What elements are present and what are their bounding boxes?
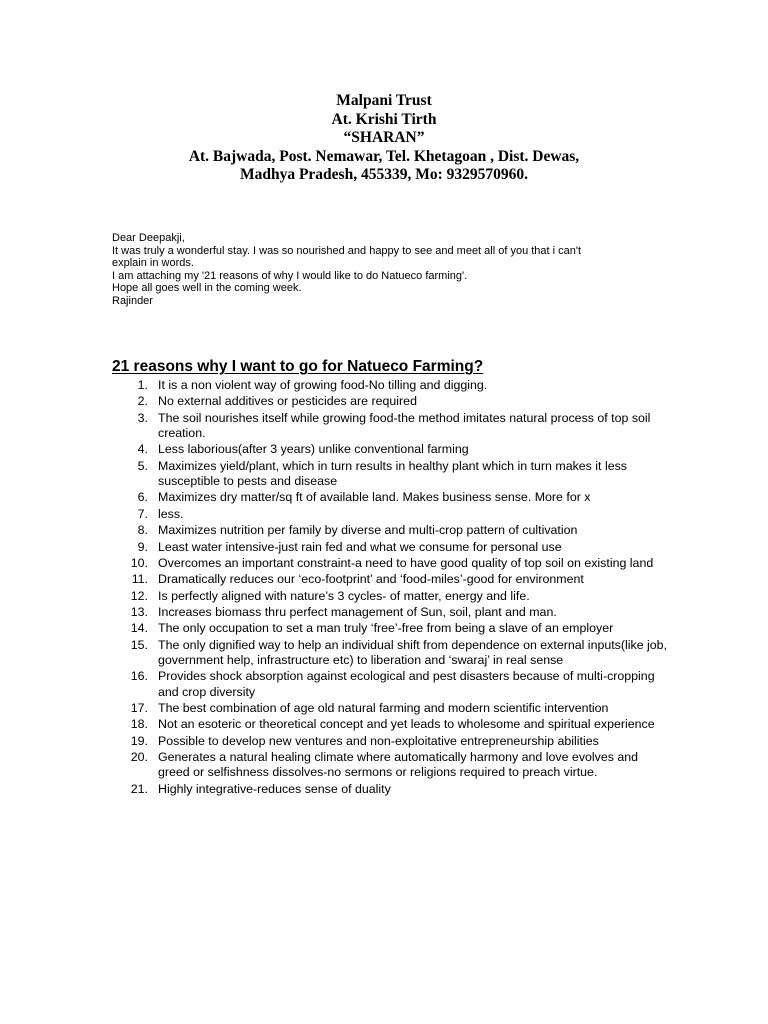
list-item-number: 19.	[130, 733, 148, 748]
list-item-text: Overcomes an important constraint-a need to have good quality of top soil on existing land	[158, 555, 654, 570]
list-item	[112, 669, 672, 699]
list-item-number: 3.	[137, 410, 148, 425]
list-item-text: No external additives or pesticides are required	[158, 394, 417, 409]
salutation: Dear Deepakji,	[112, 232, 185, 244]
list-item	[112, 507, 672, 522]
list-item-number: 4.	[137, 442, 148, 457]
list-item-number: 5.	[137, 458, 148, 473]
list-item-number: 20.	[130, 750, 148, 765]
list-item-number: 1.	[137, 378, 148, 392]
list-item-text: Maximizes yield/plant, which in turn results in healthy plant which in turn makes it less susceptible to pests and disease	[158, 458, 627, 488]
list-item-text: Possible to develop new ventures and non-exploitative entrepreneurship abilities	[158, 733, 599, 748]
list-item-number: 16.	[130, 669, 148, 684]
list-item	[112, 589, 672, 604]
list-item-text: Dramatically reduces our ‘eco-footprint’ and ‘food-miles’-good for environment	[158, 572, 584, 587]
list-item	[112, 782, 672, 797]
list-item-text: The soil nourishes itself while growing food-the method imitates natural process of top soil creation.	[158, 410, 651, 440]
list-item	[112, 701, 672, 716]
list-item-text: Less laborious(after 3 years) unlike conventional farming	[158, 442, 469, 457]
organization-name: Malpani Trust	[336, 92, 432, 109]
cover-note	[112, 232, 672, 308]
list-item-number: 12.	[130, 588, 148, 603]
list-item-text: Is perfectly aligned with nature’s 3 cycles- of matter, energy and life.	[158, 588, 530, 603]
list-item-number: 21.	[130, 781, 148, 796]
list-item-number: 15.	[130, 637, 148, 652]
list-item-number: 2.	[137, 394, 148, 409]
list-item	[112, 556, 672, 571]
center-name: “SHARAN”	[343, 129, 425, 147]
list-item	[112, 378, 672, 393]
letterhead	[0, 92, 768, 185]
list-item-text: Provides shock absorption against ecological and pest disasters because of multi-cropping and crop diversity	[158, 669, 655, 699]
list-item	[112, 572, 672, 587]
list-item	[112, 442, 672, 457]
list-item-text: The best combination of age old natural farming and modern scientific intervention	[158, 701, 609, 716]
list-item-text: Maximizes dry matter/sq ft of available land. Makes business sense. More for x	[158, 490, 591, 505]
list-item-number: 8.	[137, 523, 148, 538]
list-item	[112, 394, 672, 409]
list-item	[112, 717, 672, 732]
list-item-number: 18.	[130, 717, 148, 732]
list-item	[112, 411, 672, 441]
list-item-text: less.	[158, 506, 184, 521]
list-item	[112, 605, 672, 620]
list-item-number: 9.	[137, 539, 148, 554]
list-item	[112, 621, 672, 636]
note-line: I am attaching my '21 reasons of why I would like to do Natueco farming'.	[112, 269, 468, 282]
list-item	[112, 734, 672, 749]
section-heading: 21 reasons why I want to go for Natueco Farming?	[112, 358, 484, 375]
reasons-list	[112, 378, 672, 798]
list-item	[112, 638, 672, 668]
list-item-number: 17.	[130, 701, 148, 716]
location-name: At. Krishi Tirth	[331, 110, 437, 128]
address-contact-line: Madhya Pradesh, 455339, Mo: 9329570960.	[239, 166, 529, 184]
note-line: explain in words.	[112, 257, 194, 270]
list-item-text: It is a non violent way of growing food-No tilling and digging.	[158, 378, 488, 392]
list-item	[112, 459, 672, 489]
list-item-number: 6.	[137, 490, 148, 505]
list-item-text: Generates a natural healing climate where automatically harmony and love evolves and greed or selfishness dissolves-no sermons or religions required to preach virtue.	[158, 750, 639, 780]
list-item-number: 10.	[130, 555, 148, 570]
list-item-text: The only occupation to set a man truly ‘free’-free from being a slave of an employer	[158, 621, 614, 636]
address-line: At. Bajwada, Post. Nemawar, Tel. Khetagoan , Dist. Dewas,	[188, 147, 580, 165]
list-item-number: 7.	[137, 506, 148, 521]
list-item-number: 13.	[130, 605, 148, 620]
list-item-text: Highly integrative-reduces sense of duality	[158, 781, 391, 796]
list-item	[112, 540, 672, 555]
list-item	[112, 750, 672, 780]
list-item-text: Maximizes nutrition per family by diverse and multi-crop pattern of cultivation	[158, 523, 578, 538]
list-item-number: 11.	[131, 572, 148, 587]
note-line: It was truly a wonderful stay. I was so nourished and happy to see and meet all of you that i can't	[112, 244, 582, 257]
list-item	[112, 523, 672, 538]
list-item-text: Increases biomass thru perfect management of Sun, soil, plant and man.	[158, 605, 557, 620]
note-line: Hope all goes well in the coming week.	[112, 282, 302, 295]
list-item-number: 14.	[130, 621, 148, 636]
list-item-text: The only dignified way to help an individual shift from dependence on external inputs(like job, government help, infrastructure etc) to liberation and ‘swaraj’ in real sense	[158, 637, 668, 668]
list-item-text: Not an esoteric or theoretical concept and yet leads to wholesome and spiritual experience	[158, 717, 655, 732]
list-item	[112, 490, 672, 505]
list-item-text: Least water intensive-just rain fed and what we consume for personal use	[158, 539, 562, 554]
signature: Rajinder	[112, 294, 153, 307]
